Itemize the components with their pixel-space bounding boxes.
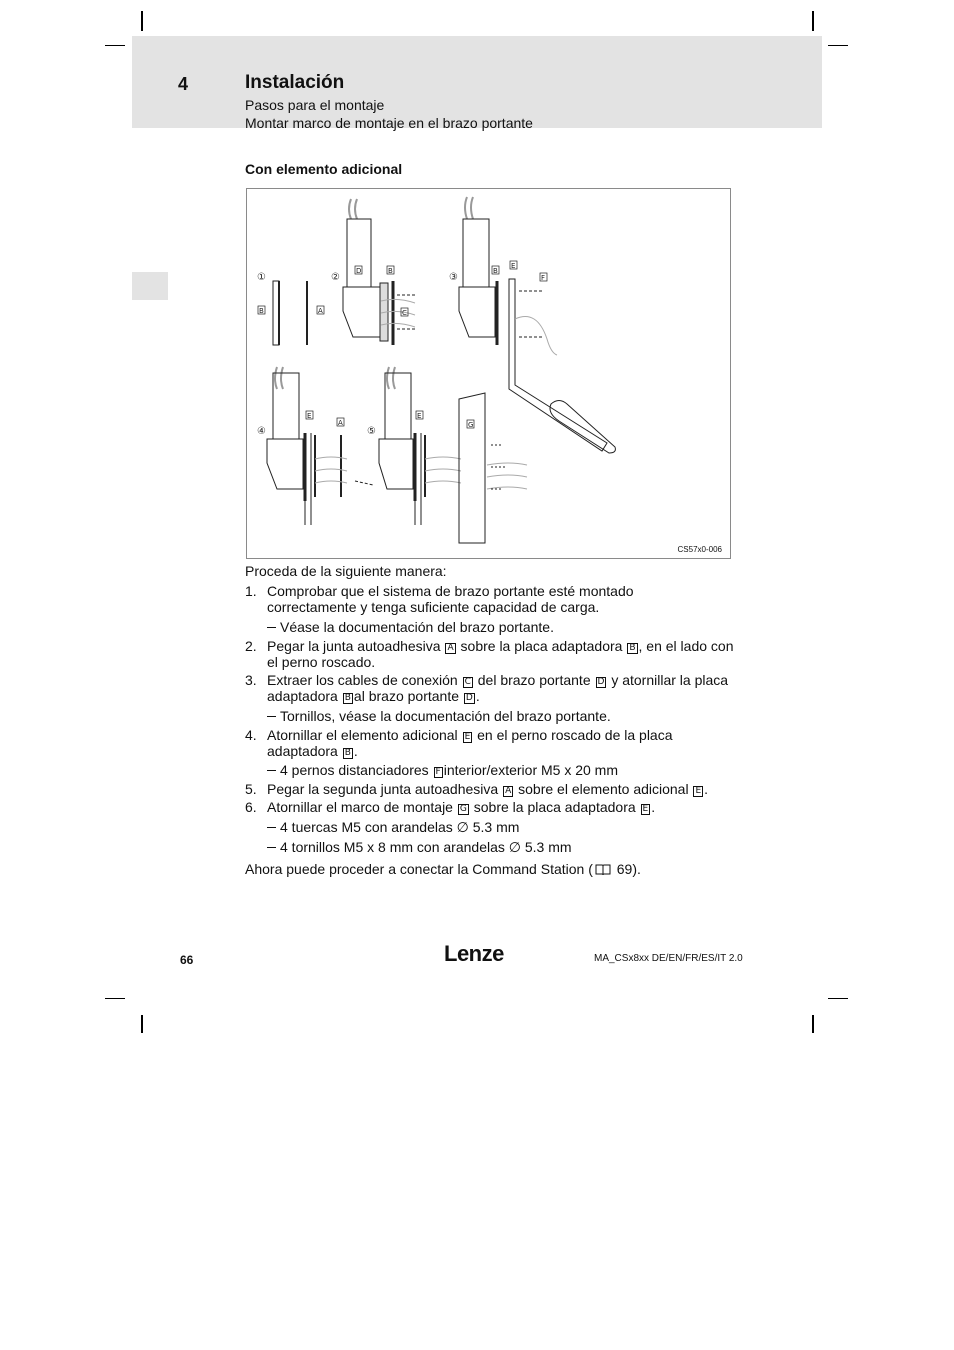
label-d: D <box>356 267 362 275</box>
step3-arm <box>459 197 615 453</box>
step-text: Pegar la segunda junta autoadhesiva A sobre el elemento adicional E . <box>267 781 709 797</box>
part-ref-box: G <box>459 804 467 814</box>
header-subtitle: Pasos para el montaje <box>245 97 385 113</box>
dash-icon <box>267 716 276 718</box>
part-ref-box: F <box>435 767 441 777</box>
label-e: E <box>417 412 422 420</box>
step-6 <box>245 799 735 815</box>
step-number: 5. <box>245 781 257 797</box>
figure-code: CS57x0-006 <box>677 545 722 554</box>
crop-mark <box>828 45 848 46</box>
label-c: C <box>402 309 407 317</box>
step-text: adaptadora B . <box>267 743 358 759</box>
installation-figure <box>246 188 731 559</box>
step-marker-5: ⑤ <box>367 426 376 437</box>
part-ref-box: D <box>597 677 605 687</box>
intro-text: Proceda de la siguiente manera: <box>245 563 447 579</box>
part-ref-box: B <box>629 643 636 653</box>
step-number: 3. <box>245 672 257 688</box>
part-ref-box: C <box>464 677 471 687</box>
part-ref-box: B <box>344 693 351 703</box>
step-marker-3: ③ <box>449 272 458 283</box>
sub-item <box>267 708 611 724</box>
part-labels <box>258 261 547 429</box>
step-1 <box>245 583 735 617</box>
step4-arm <box>267 367 373 525</box>
label-b: B <box>388 267 393 275</box>
sub-item <box>267 839 572 855</box>
sub-item-text: Tornillos, véase la documentación del brazo portante. <box>280 708 611 724</box>
step-text: Atornillar el elemento adicional E en el perno roscado de la placa <box>267 727 673 743</box>
chapter-tab <box>132 272 168 300</box>
step-3 <box>245 672 735 706</box>
part-ref-box: A <box>505 786 512 796</box>
part-ref-box: A <box>447 643 454 653</box>
step-number: 2. <box>245 638 257 654</box>
sub-item-text: Véase la documentación del brazo portante. <box>280 619 554 635</box>
step-4 <box>245 727 735 761</box>
step-marker-2: ② <box>331 272 340 283</box>
label-e: E <box>307 412 312 420</box>
label-a: A <box>318 307 323 315</box>
chapter-title: Instalación <box>245 72 345 93</box>
step-text: correctamente y tenga suficiente capacidad de carga. <box>267 599 600 615</box>
crop-mark <box>105 45 125 46</box>
label-e: E <box>511 262 516 270</box>
crop-mark <box>828 998 848 999</box>
crop-mark <box>141 1015 143 1033</box>
part-ref-box: E <box>695 786 702 796</box>
crop-mark <box>812 11 814 31</box>
label-b: B <box>493 267 498 275</box>
header-subtitle: Montar marco de montaje en el brazo portante <box>245 115 533 131</box>
step-number: 1. <box>245 583 257 599</box>
label-f: F <box>541 274 546 282</box>
label-b: B <box>259 307 264 315</box>
step-text: Atornillar el marco de montaje G sobre la placa adaptadora E . <box>267 799 656 815</box>
chapter-number: 4 <box>178 74 189 94</box>
step-text: el perno roscado. <box>267 654 376 670</box>
dash-icon <box>267 627 276 629</box>
lenze-logo: Lenze <box>444 941 504 966</box>
part-ref-box: E <box>464 732 471 742</box>
step-text: adaptadora B al brazo portante D . <box>267 688 480 704</box>
step1-parts <box>273 281 307 345</box>
step-marker-1: ① <box>257 272 266 283</box>
dash-icon <box>267 847 276 849</box>
label-g: G <box>468 421 474 429</box>
document-id: MA_CSx8xx DE/EN/FR/ES/IT 2.0 <box>594 953 743 964</box>
label-a: A <box>338 419 343 427</box>
part-ref-box: D <box>465 693 473 703</box>
step-5 <box>245 781 735 797</box>
sub-item: 4 pernos distanciadores F interior/exterior M5 x 20 mm <box>267 762 618 778</box>
crop-mark <box>105 998 125 999</box>
closing-text: Ahora puede proceder a conectar la Command Station ( 69). <box>245 861 641 877</box>
dash-icon <box>267 770 276 772</box>
mounting-diagram <box>247 189 732 560</box>
crop-mark <box>141 11 143 31</box>
sub-item-text: 4 tornillos M5 x 8 mm con arandelas ∅ 5.3 mm <box>280 839 572 855</box>
step-number: 6. <box>245 799 257 815</box>
sub-item <box>267 619 554 635</box>
sub-item-text: 4 tuercas M5 con arandelas ∅ 5.3 mm <box>280 819 520 835</box>
part-ref-box: E <box>642 804 649 814</box>
step-text: Comprobar que el sistema de brazo portante esté montado <box>267 583 634 599</box>
step5-arm <box>379 367 527 543</box>
book-icon <box>595 863 611 875</box>
step-text: Extraer los cables de conexión C del brazo portante D y atornillar la placa <box>267 672 729 688</box>
crop-mark <box>812 1015 814 1033</box>
page-number: 66 <box>180 953 194 967</box>
step2-arm <box>343 199 417 345</box>
page-ref-link[interactable]: 69 <box>616 861 633 877</box>
section-title: Con elemento adicional <box>245 161 403 177</box>
step-2 <box>245 638 735 672</box>
step-text: Pegar la junta autoadhesiva A sobre la placa adaptadora B , en el lado con <box>267 638 734 654</box>
part-ref-box: B <box>344 748 351 758</box>
step-marker-4: ④ <box>257 426 266 437</box>
sub-item <box>267 819 519 835</box>
step-number: 4. <box>245 727 257 743</box>
dash-icon <box>267 827 276 829</box>
